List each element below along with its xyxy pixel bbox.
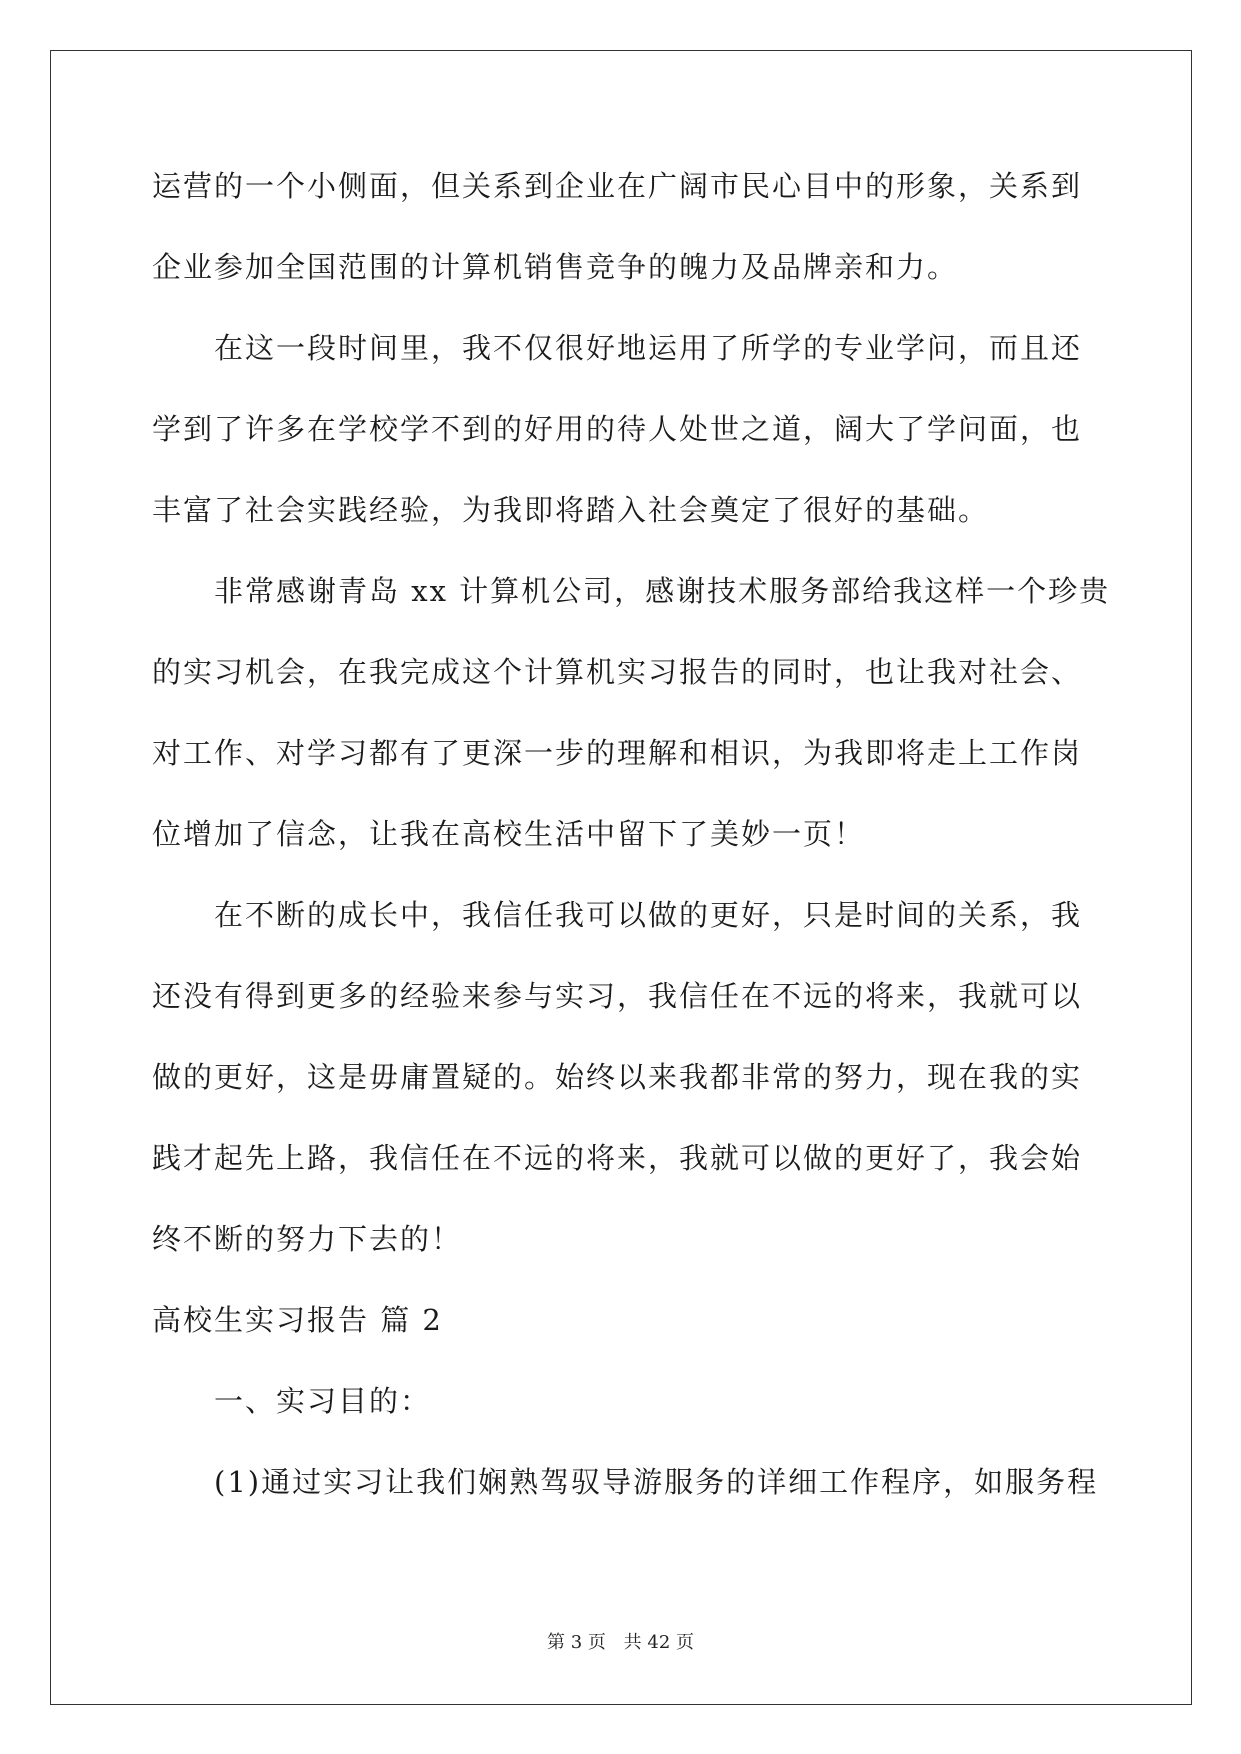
text-line: 高校生实习报告 篇 2 (152, 1303, 443, 1337)
text-line: 还没有得到更多的经验来参与实习，我信任在不远的将来，我就可以 (152, 979, 1083, 1013)
text-line: 做的更好，这是毋庸置疑的。始终以来我都非常的努力，现在我的实 (152, 1060, 1083, 1094)
page-number: 第 3 页 (547, 1632, 606, 1653)
text-line: 在不断的成长中，我信任我可以做的更好，只是时间的关系，我 (214, 898, 1083, 932)
text-line: 丰富了社会实践经验，为我即将踏入社会奠定了很好的基础。 (152, 493, 990, 527)
text-line: 位增加了信念，让我在高校生活中留下了美妙一页！ (152, 817, 866, 851)
text-line: 运营的一个小侧面，但关系到企业在广阔市民心目中的形象，关系到 (152, 169, 1083, 203)
text-line: 在这一段时间里，我不仅很好地运用了所学的专业学问，而且还 (214, 331, 1083, 365)
text-line: (1)通过实习让我们娴熟驾驭导游服务的详细工作程序，如服务程 (214, 1465, 1099, 1499)
document-body (152, 166, 1111, 1543)
total-pages: 共 42 页 (623, 1632, 694, 1653)
text-line: 践才起先上路，我信任在不远的将来，我就可以做的更好了，我会始 (152, 1141, 1083, 1175)
text-line: 企业参加全国范围的计算机销售竞争的魄力及品牌亲和力。 (152, 250, 959, 284)
text-line: 的实习机会，在我完成这个计算机实习报告的同时，也让我对社会、 (152, 655, 1083, 689)
page-footer (0, 1628, 1241, 1654)
text-line: 对工作、对学习都有了更深一步的理解和相识，为我即将走上工作岗 (152, 736, 1083, 770)
text-line: 终不断的努力下去的！ (152, 1222, 463, 1256)
text-line: 学到了许多在学校学不到的好用的待人处世之道，阔大了学问面，也 (152, 412, 1083, 446)
text-line: 非常感谢青岛 xx 计算机公司，感谢技术服务部给我这样一个珍贵 (214, 574, 1111, 608)
text-line: 一、实习目的： (214, 1384, 432, 1418)
